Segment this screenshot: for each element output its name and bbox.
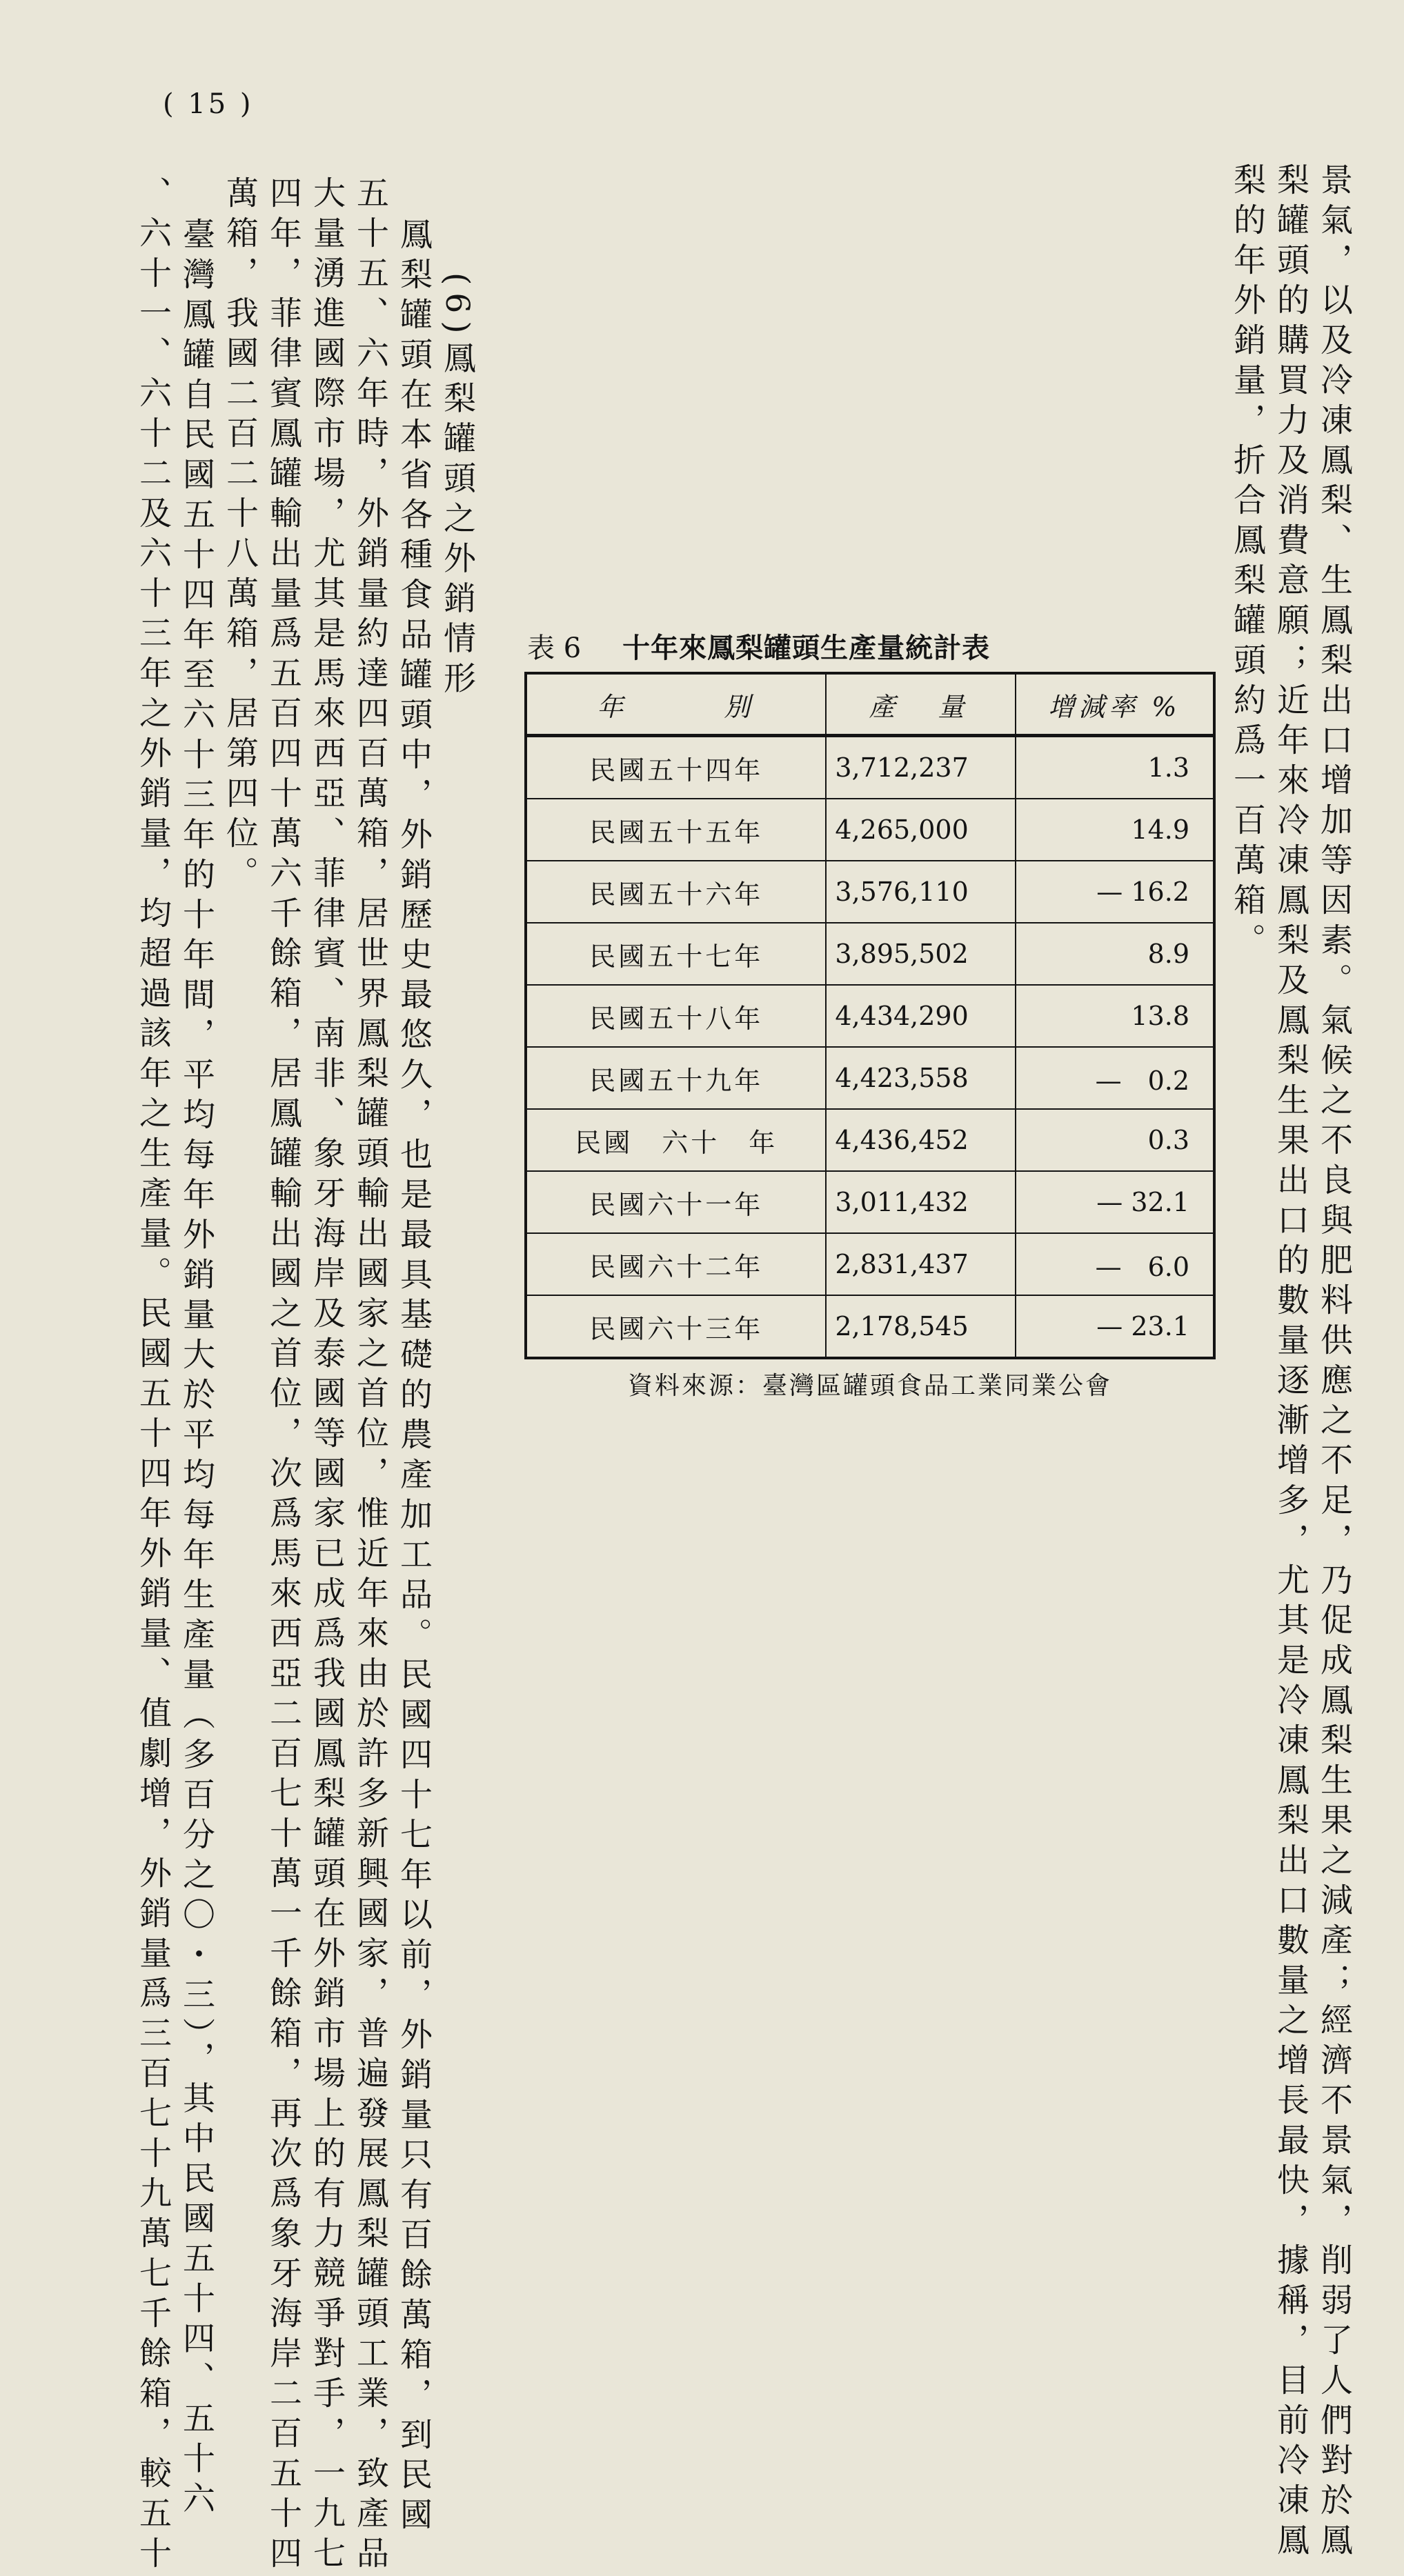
cell-year: 民國五十四年 <box>526 736 826 799</box>
table-header-row <box>526 673 1214 736</box>
table-row <box>526 799 1214 861</box>
cell-production: 3,895,502 <box>826 923 1015 985</box>
text-line: 梨罐頭的購買力及消費意願；近年來冷凍鳳梨及鳳梨生果出口的數量逐漸增多，尤其是冷凍鳳梨出口數量之增長最快，據稱，目前冷凍鳳 <box>1272 163 1309 2563</box>
cell-production: 2,831,437 <box>826 1233 1015 1295</box>
cell-year: 民國五十六年 <box>526 861 826 923</box>
section-6-body <box>131 148 479 2576</box>
section-heading: (6)鳳梨罐頭之外銷情形 <box>438 272 476 701</box>
text-line: 五十五、六年時，外銷量約達四百萬箱，居世界鳳梨罐頭輸出國家之首位，惟近年來由於許多新興國家，普遍發展鳳梨罐頭工業，致產品 <box>351 176 389 2576</box>
cell-production: 4,423,558 <box>826 1047 1015 1109</box>
table-row <box>526 1047 1214 1109</box>
cell-rate: — 32.1 <box>1016 1171 1214 1233</box>
cell-year: 民國五十五年 <box>526 799 826 861</box>
cell-year: 民國六十二年 <box>526 1233 826 1295</box>
cell-rate: — 0.2 <box>1016 1047 1214 1109</box>
text-line: 鳳梨罐頭在本省各種食品罐頭中，外銷歷史最悠久，也是最具基礎的農產加工品。民國四十七年以前，外銷量只有百餘萬箱，到民國 <box>395 217 433 2537</box>
cell-year: 民國六十三年 <box>526 1295 826 1358</box>
cell-year: 民國五十九年 <box>526 1047 826 1109</box>
cell-production: 2,178,545 <box>826 1295 1015 1358</box>
cell-rate: 0.3 <box>1016 1109 1214 1171</box>
table-number: 表 6 <box>527 632 582 664</box>
table-row <box>526 985 1214 1047</box>
cell-production: 4,436,452 <box>826 1109 1015 1171</box>
cell-rate: 8.9 <box>1016 923 1214 985</box>
table-row <box>526 736 1214 799</box>
cell-year: 民國 六十 年 <box>526 1109 826 1171</box>
text-line: 萬箱，我國二百二十八萬箱，居第四位。 <box>221 176 259 896</box>
cell-rate: 13.8 <box>1016 985 1214 1047</box>
production-table-block <box>524 626 1216 1401</box>
cell-production: 3,011,432 <box>826 1171 1015 1233</box>
cell-year: 民國五十七年 <box>526 923 826 985</box>
table-row <box>526 1171 1214 1233</box>
header-production: 產 量 <box>826 673 1015 736</box>
header-year: 年 別 <box>526 673 826 736</box>
cell-production: 4,265,000 <box>826 799 1015 861</box>
table-source: 資料來源：臺灣區罐頭食品工業同業公會 <box>627 1372 1112 1400</box>
text-line: 景氣，以及冷凍鳳梨、生鳳梨出口增加等因素。氣候之不良與肥料供應之不足，乃促成鳳梨生果之減產；經濟不景氣，削弱了人們對於鳳 <box>1315 163 1353 2563</box>
cell-production: 3,576,110 <box>826 861 1015 923</box>
header-rate: 增減率 % <box>1016 673 1214 736</box>
table-row <box>526 1295 1214 1358</box>
text-line: 大量湧進國際市場，尤其是馬來西亞、菲律賓、南非、象牙海岸及泰國等國家已成爲我國鳳梨罐頭在外銷市場上的有力競爭對手，一九七 <box>308 176 346 2576</box>
cell-rate: — 16.2 <box>1016 861 1214 923</box>
table-row <box>526 1109 1214 1171</box>
table-caption <box>524 626 1216 668</box>
page-number: ( 15 ) <box>163 88 254 120</box>
table-row <box>526 1233 1214 1295</box>
right-paragraph <box>1225 163 1356 2563</box>
text-line: 、六十一、六十二及六十三年之外銷量，均超過該年之生產量。民國五十四年外銷量、值劇增，外銷量爲三百七十九萬七千餘箱，較五十 <box>134 176 172 2576</box>
text-line: 四年，菲律賓鳳罐輸出量爲五百四十萬六千餘箱，居鳳罐輸出國之首位，次爲馬來西亞二百七十萬一千餘箱，再次爲象牙海岸二百五十四 <box>264 176 302 2576</box>
cell-year: 民國五十八年 <box>526 985 826 1047</box>
table-row <box>526 923 1214 985</box>
cell-rate: — 6.0 <box>1016 1233 1214 1295</box>
text-line: 梨的年外銷量，折合鳳梨罐頭約爲一百萬箱。 <box>1228 163 1266 963</box>
cell-production: 4,434,290 <box>826 985 1015 1047</box>
table-title: 十年來鳳梨罐頭生產量統計表 <box>622 632 991 664</box>
cell-rate: 1.3 <box>1016 736 1214 799</box>
cell-rate: — 23.1 <box>1016 1295 1214 1358</box>
production-table <box>524 672 1216 1359</box>
cell-rate: 14.9 <box>1016 799 1214 861</box>
text-line: 臺灣鳳罐自民國五十四年至六十三年的十年間，平均每年外銷量大於平均每年生產量（多百分之〇・三），其中民國五十四、五十六 <box>177 217 215 2522</box>
cell-production: 3,712,237 <box>826 736 1015 799</box>
table-row <box>526 861 1214 923</box>
cell-year: 民國六十一年 <box>526 1171 826 1233</box>
